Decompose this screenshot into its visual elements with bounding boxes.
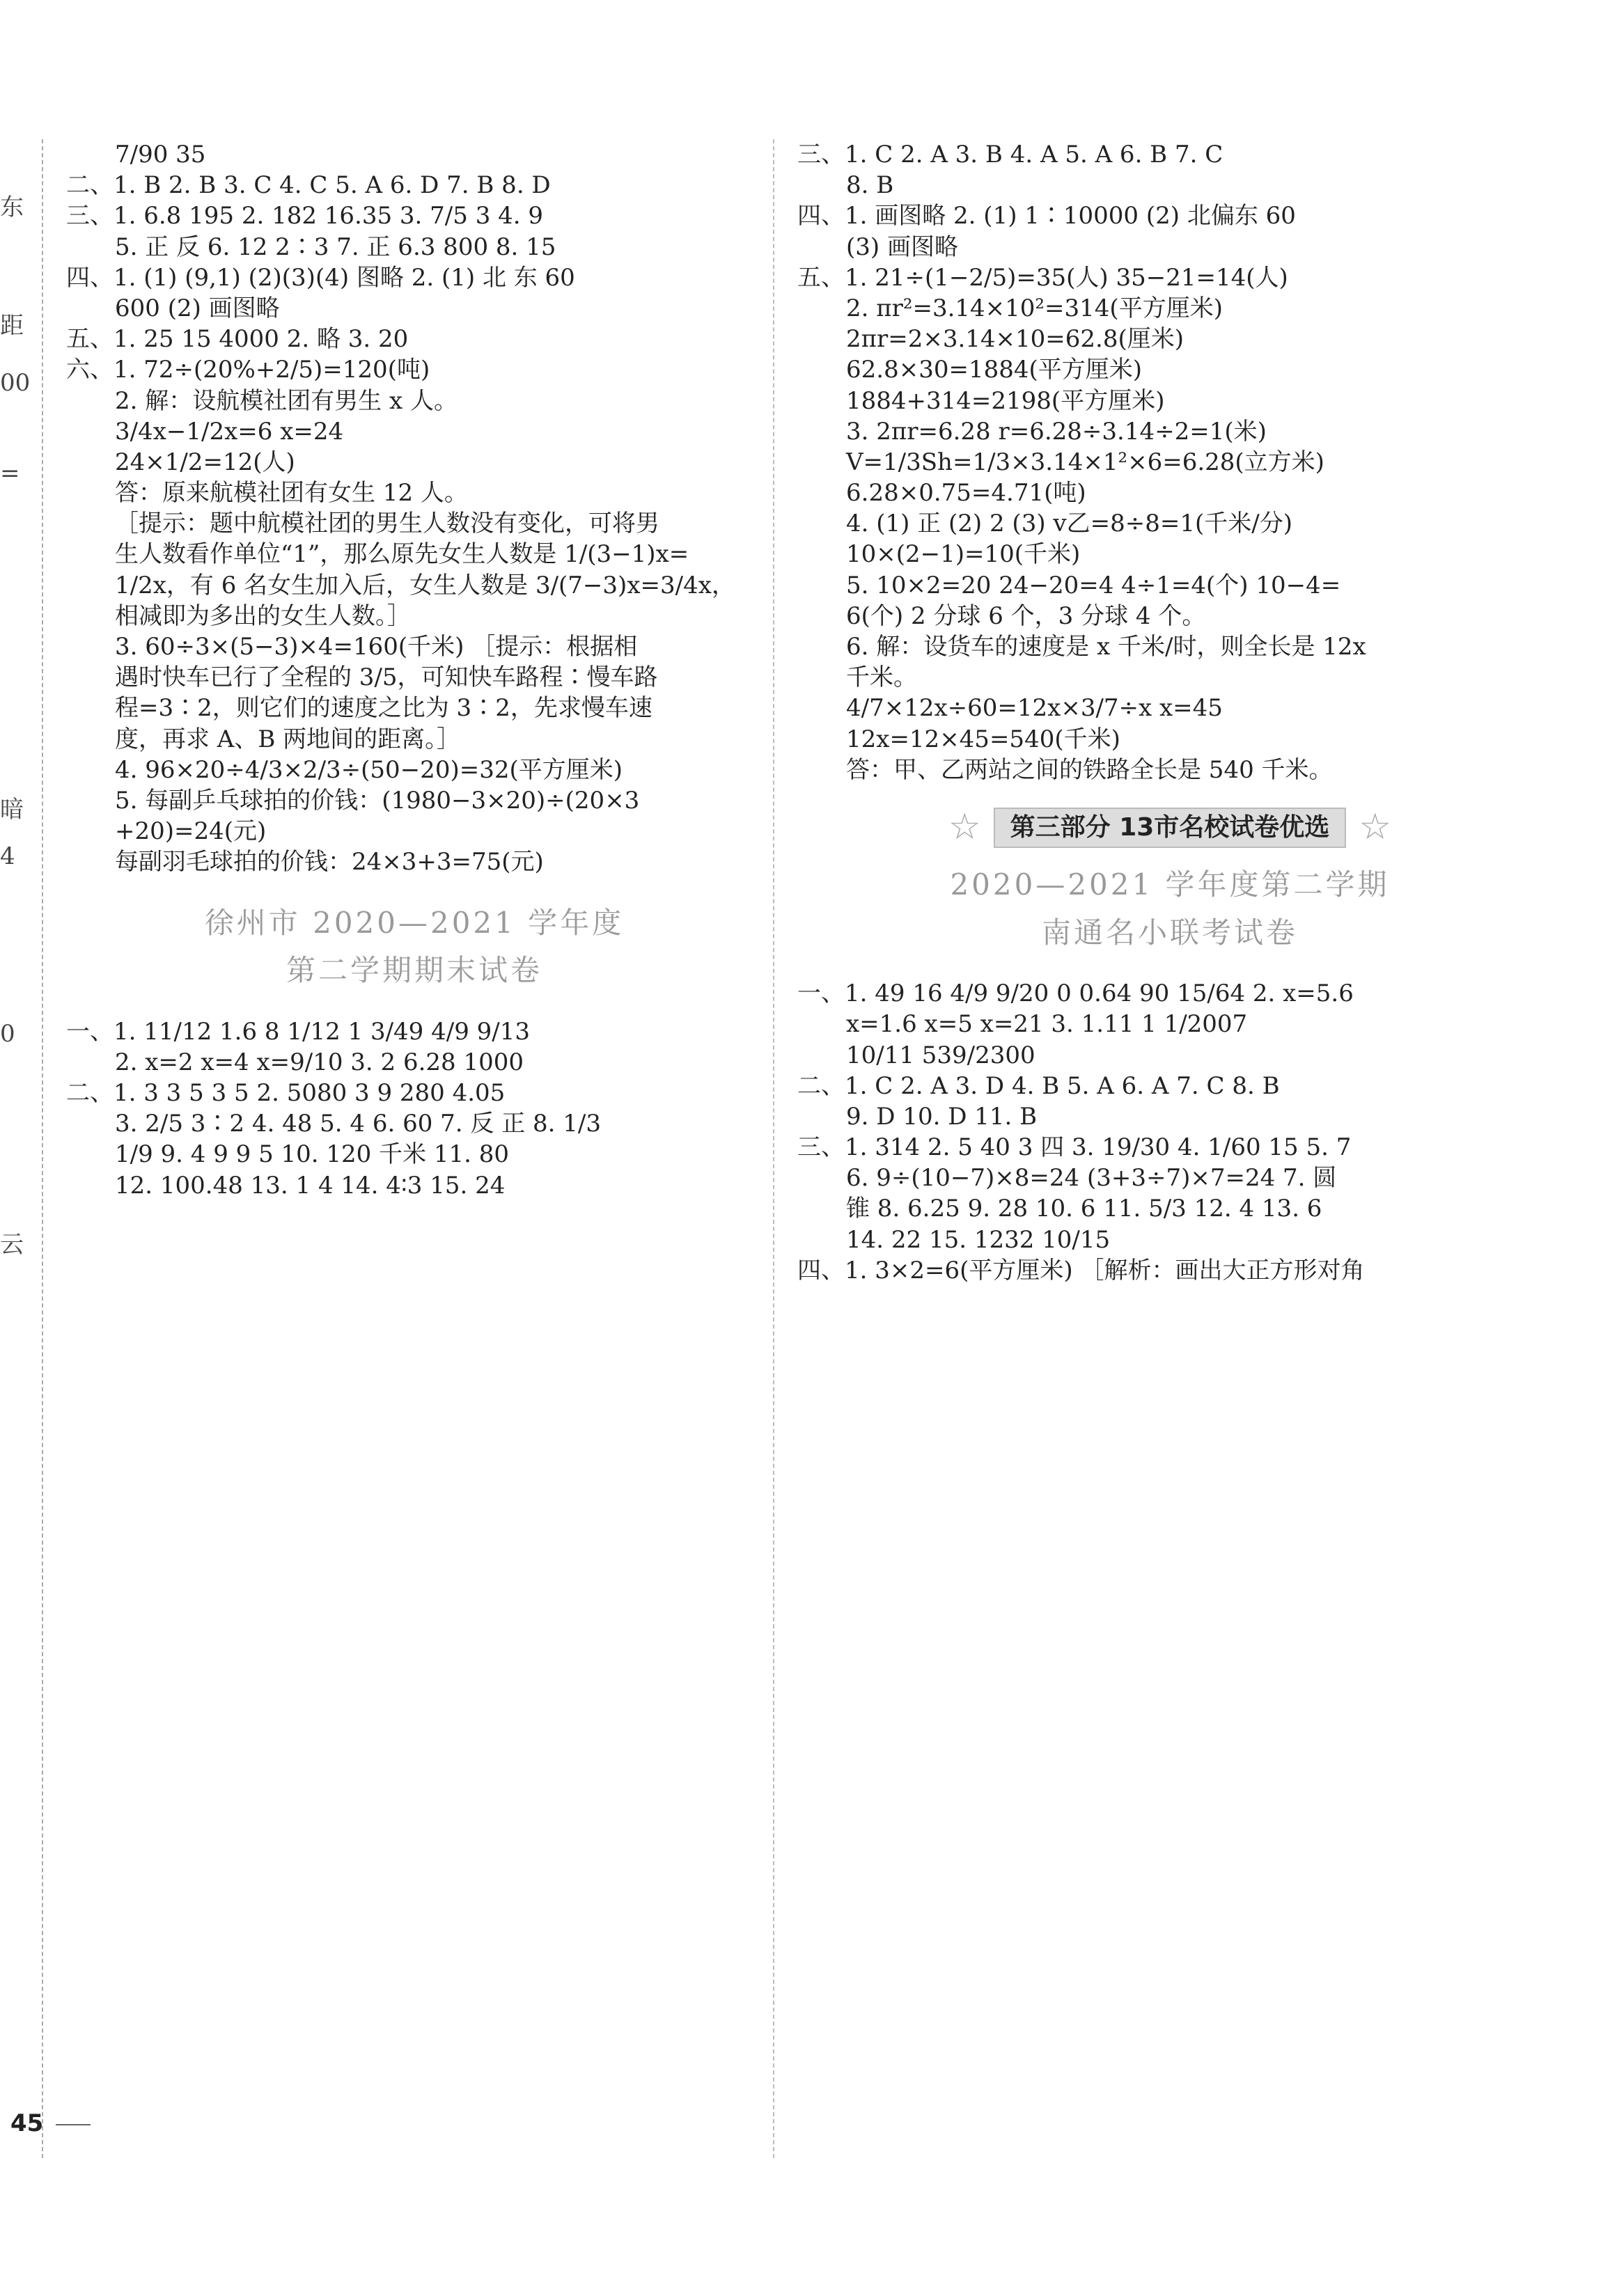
answer-line: 生人数看作单位“1”，那么原先女生人数是 1/(3−1)x= xyxy=(115,540,689,569)
left-fold-line xyxy=(42,139,43,2158)
answer-line: 600 (2) 画图略 xyxy=(115,294,280,322)
bleed-char: 00 xyxy=(0,369,31,397)
answer-line: 锥 8. 6.25 9. 28 10. 6 11. 5/3 12. 4 13. 6 xyxy=(846,1195,1322,1223)
star-icon: ☆ xyxy=(1359,806,1391,849)
answer-line: 5. 每副乒乓球拍的价钱：(1980−3×20)÷(20×3 xyxy=(115,786,640,815)
answer-line: 三、1. C 2. A 3. B 4. A 5. A 6. B 7. C xyxy=(797,141,1223,168)
answer-line: 1/2x，有 6 名女生加入后，女生人数是 3/(7−3)x=3/4x， xyxy=(115,571,735,599)
answer-line: ［提示：题中航模社团的男生人数没有变化，可将男 xyxy=(115,510,659,538)
answer-line: 6. 9÷(10−7)×8=24 (3+3÷7)×7=24 7. 圆 xyxy=(846,1164,1337,1193)
bleed-char: 0 xyxy=(0,1020,15,1048)
section-title: 徐州市 2020—2021 学年度 xyxy=(204,905,625,940)
answer-line: 二、1. 3 3 5 3 5 2. 5080 3 9 280 4.05 xyxy=(66,1079,506,1108)
answer-line: 62.8×30=1884(平方厘米) xyxy=(846,356,1142,384)
answer-line: 6. 解：设货车的速度是 x 千米/时，则全长是 12x xyxy=(846,633,1366,661)
section-subtitle: 第二学期期末试卷 xyxy=(286,953,542,988)
answer-line: 二、1. B 2. B 3. C 4. C 5. A 6. D 7. B 8. D xyxy=(66,171,551,200)
footer-rule xyxy=(56,2124,91,2125)
answer-line: 四、1. (1) (9,1) (2)(3)(4) 图略 2. (1) 北 东 60 xyxy=(66,263,575,292)
bleed-char: 东 xyxy=(0,194,24,221)
answer-line: 答：甲、乙两站之间的铁路全长是 540 千米。 xyxy=(846,755,1333,784)
bleed-char: 距 xyxy=(0,312,24,340)
answer-line: 12x=12×45=540(千米) xyxy=(846,725,1120,753)
page-footer xyxy=(10,2109,91,2137)
answer-line: (3) 画图略 xyxy=(846,233,958,261)
answer-line: 每副羽毛球拍的价钱：24×3+3=75(元) xyxy=(115,848,544,876)
answer-line: 三、1. 314 2. 5 40 3 四 3. 19/30 4. 1/60 15 5. 7 xyxy=(797,1133,1352,1162)
section-subtitle: 南通名小联考试卷 xyxy=(1041,915,1298,950)
answer-line: 4. (1) 正 (2) 2 (3) v乙=8÷8=1(千米/分) xyxy=(846,510,1292,538)
answer-line: +20)=24(元) xyxy=(115,817,267,846)
answer-line: 1884+314=2198(平方厘米) xyxy=(846,386,1165,415)
answer-line: 14. 22 15. 1232 10/15 xyxy=(846,1225,1111,1254)
answer-line: 9. D 10. D 11. B xyxy=(846,1102,1038,1131)
answer-line: 8. B xyxy=(846,171,894,200)
bleed-char: 4 xyxy=(0,842,15,870)
answer-line: 10×(2−1)=10(千米) xyxy=(846,540,1081,569)
answer-line: 10/11 539/2300 xyxy=(846,1041,1035,1069)
answer-line: 一、1. 49 16 4/9 9/20 0 0.64 90 15/64 2. x=5.6 xyxy=(797,980,1354,1008)
bleed-char: = xyxy=(0,459,20,487)
answer-line: 1/9 9. 4 9 9 5 10. 120 千米 11. 80 xyxy=(115,1140,510,1169)
answer-line: 6.28×0.75=4.71(吨) xyxy=(846,479,1086,508)
answer-line: 三、1. 6.8 195 2. 182 16.35 3. 7/5 3 4. 9 xyxy=(66,202,544,230)
answer-line: 4/7×12x÷60=12x×3/7÷x x=45 xyxy=(846,694,1223,723)
answer-line: 相减即为多出的女生人数。］ xyxy=(115,601,411,630)
answer-line: 遇时快车已行了全程的 3/5，可知快车路程∶慢车路 xyxy=(115,663,658,692)
left-column xyxy=(66,139,763,1201)
right-column xyxy=(797,139,1542,1286)
answer-line: 度，再求 A、B 两地间的距离。］ xyxy=(115,725,461,753)
part-banner xyxy=(797,803,1542,852)
part-banner-label: 第三部分 13市名校试卷优选 xyxy=(994,808,1347,849)
answer-line: 2. x=2 x=4 x=9/10 3. 2 6.28 1000 xyxy=(115,1048,524,1076)
answer-line: 3. 2πr=6.28 r=6.28÷3.14÷2=1(米) xyxy=(846,417,1267,446)
answer-line: 6(个) 2 分球 6 个，3 分球 4 个。 xyxy=(846,601,1206,630)
answer-line: 5. 10×2=20 24−20=4 4÷1=4(个) 10−4= xyxy=(846,571,1341,599)
star-icon: ☆ xyxy=(948,806,981,849)
answer-line: 24×1/2=12(人) xyxy=(115,448,295,476)
answer-line: 答：原来航模社团有女生 12 人。 xyxy=(115,479,468,508)
answer-line: 12. 100.48 13. 1 4 14. 4∶3 15. 24 xyxy=(115,1171,506,1200)
answer-line: 六、1. 72÷(20%+2/5)=120(吨) xyxy=(66,356,430,384)
answer-line: 五、1. 21÷(1−2/5)=35(人) 35−21=14(人) xyxy=(797,263,1288,292)
answer-line: 3. 2/5 3∶2 4. 48 5. 4 6. 60 7. 反 正 8. 1/3 xyxy=(115,1110,601,1138)
answer-line: 4. 96×20÷4/3×2/3÷(50−20)=32(平方厘米) xyxy=(115,755,623,784)
answer-line: 五、1. 25 15 4000 2. 略 3. 20 xyxy=(66,325,409,354)
answer-line: 3/4x−1/2x=6 x=24 xyxy=(115,417,344,446)
answer-line: 千米。 xyxy=(846,663,917,692)
answer-line: V=1/3Sh=1/3×3.14×1²×6=6.28(立方米) xyxy=(846,448,1324,476)
answer-line: 3. 60÷3×(5−3)×4=160(千米) ［提示：根据相 xyxy=(115,633,638,661)
answer-line: 5. 正 反 6. 12 2∶3 7. 正 6.3 800 8. 15 xyxy=(115,233,556,261)
column-divider xyxy=(773,139,774,2158)
bleed-char: 暗 xyxy=(0,796,24,824)
bleed-char: 云 xyxy=(0,1231,24,1259)
answer-line: 2. πr²=3.14×10²=314(平方厘米) xyxy=(846,294,1223,322)
section-title: 2020—2021 学年度第二学期 xyxy=(950,867,1390,902)
answer-line: 2πr=2×3.14×10=62.8(厘米) xyxy=(846,325,1184,354)
answer-line: 7/90 35 xyxy=(115,141,206,168)
answer-line: 四、1. 画图略 2. (1) 1∶10000 (2) 北偏东 60 xyxy=(797,202,1296,230)
answer-line: 二、1. C 2. A 3. D 4. B 5. A 6. A 7. C 8. B xyxy=(797,1071,1280,1100)
answer-line: 四、1. 3×2=6(平方厘米) ［解析：画出大正方形对角 xyxy=(797,1256,1365,1284)
answer-line: x=1.6 x=5 x=21 3. 1.11 1 1/2007 xyxy=(846,1010,1248,1039)
answer-line: 2. 解：设航模社团有男生 x 人。 xyxy=(115,386,458,415)
answer-line: 程=3∶2，则它们的速度之比为 3∶2，先求慢车速 xyxy=(115,694,652,723)
answer-line: 一、1. 11/12 1.6 8 1/12 1 3/49 4/9 9/13 xyxy=(66,1017,530,1046)
page-number: 45 xyxy=(10,2109,44,2137)
